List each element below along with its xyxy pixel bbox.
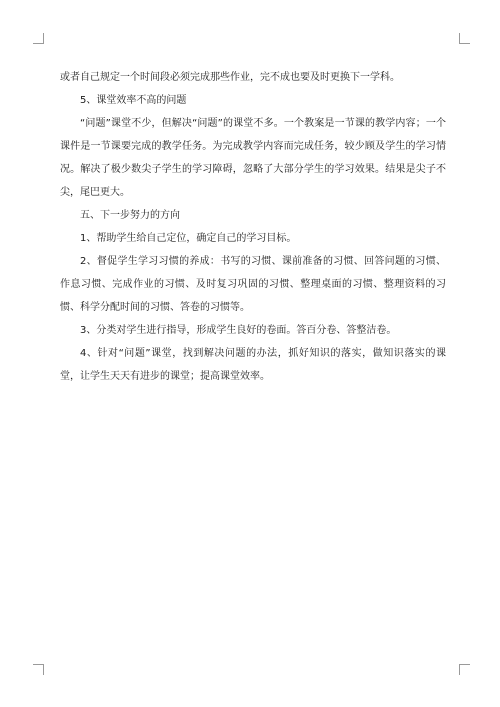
list-item-3: 3、分类对学生进行指导，形成学生良好的卷面。答百分卷、答整洁卷。 xyxy=(80,325,397,336)
list-item-1: 1、帮助学生给自己定位，确定自己的学习目标。 xyxy=(80,233,297,244)
list-item-4: 4、针对“问题”课堂，找到解决问题的办法，抓好知识的落实，做知识落实的课堂，让学生天天有进步的课堂；提高课堂效率。 xyxy=(60,348,446,382)
heading-classroom-efficiency: 5、课堂效率不高的问题 xyxy=(80,95,187,106)
document-body xyxy=(60,66,446,388)
heading-next-steps: 五、下一步努力的方向 xyxy=(80,210,180,221)
paragraph-problem-classroom: “问题”课堂不少，但解决“问题”的课堂不多。一个教案是一节课的教学内容；一个课件是一节课要完成的教学任务。为完成教学内容而完成任务，较少顾及学生的学习情况。解决了极少数尖子学生的学习障碍，忽略了大部分学生的学习效果。结果是尖子不尖，尾巴更大。 xyxy=(60,118,446,198)
crop-mark-bottom-right xyxy=(459,664,470,675)
crop-mark-top-right xyxy=(459,33,470,44)
list-item-2: 2、督促学生学习习惯的养成：书写的习惯、课前准备的习惯、回答问题的习惯、作息习惯、完成作业的习惯、及时复习巩固的习惯、整理桌面的习惯、整理资料的习惯、科学分配时间的习惯、答卷的习惯等。 xyxy=(60,256,446,313)
crop-mark-bottom-left xyxy=(33,664,44,675)
paragraph-continuation: 或者自己规定一个时间段必须完成那些作业，完不成也要及时更换下一学科。 xyxy=(60,72,400,83)
crop-mark-top-left xyxy=(33,33,44,44)
